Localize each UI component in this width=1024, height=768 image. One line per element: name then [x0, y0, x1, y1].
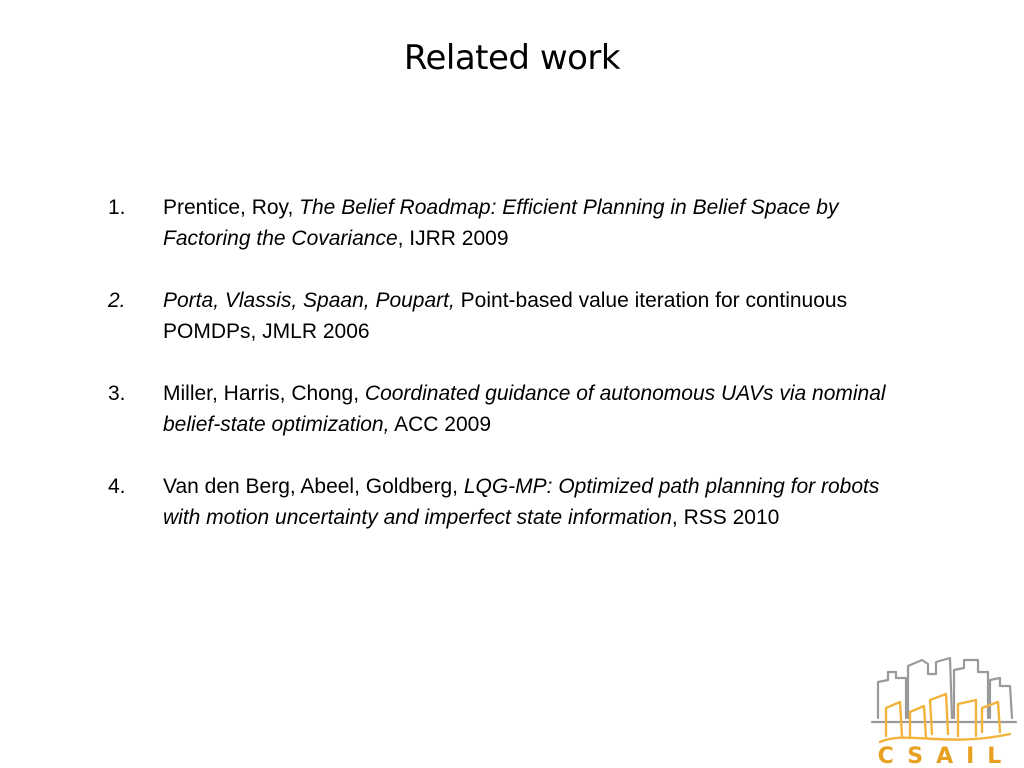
- reference-number: 1.: [108, 196, 126, 219]
- reference-list: [108, 192, 908, 533]
- csail-logo: [866, 652, 1024, 768]
- reference-venue: , IJRR 2009: [397, 227, 509, 250]
- slide-title: Related work: [403, 38, 621, 78]
- reference-item-3: [108, 378, 908, 440]
- reference-title: The Belief Roadmap: Efficient Planning in Belief Space by Factoring the Covariance: [163, 196, 839, 250]
- reference-title: Coordinated guidance of autonomous UAVs via nominal belief-state optimization,: [163, 382, 886, 436]
- reference-venue: ACC 2009: [389, 413, 492, 436]
- reference-authors: Prentice, Roy,: [163, 196, 294, 219]
- reference-venue: , JMLR 2006: [250, 320, 370, 343]
- reference-authors: Van den Berg, Abeel, Goldberg,: [163, 475, 458, 498]
- reference-number: 2.: [108, 289, 126, 312]
- reference-title: Point-based value iteration for continuous POMDPs: [163, 289, 848, 343]
- reference-authors: Porta, Vlassis, Spaan, Poupart,: [163, 289, 455, 312]
- skyline-outline-icon: [872, 658, 1016, 722]
- reference-title: LQG-MP: Optimized path planning for robots with motion uncertainty and imperfect state information: [163, 475, 880, 529]
- csail-logo-text: CSAIL: [877, 744, 1015, 768]
- reference-number: 3.: [108, 382, 126, 405]
- reference-number: 4.: [108, 475, 126, 498]
- reference-item-1: [108, 192, 908, 254]
- reference-item-2: [108, 285, 908, 347]
- reference-venue: , RSS 2010: [671, 506, 780, 529]
- reference-authors: Miller, Harris, Chong,: [163, 382, 360, 405]
- reference-item-4: [108, 471, 908, 533]
